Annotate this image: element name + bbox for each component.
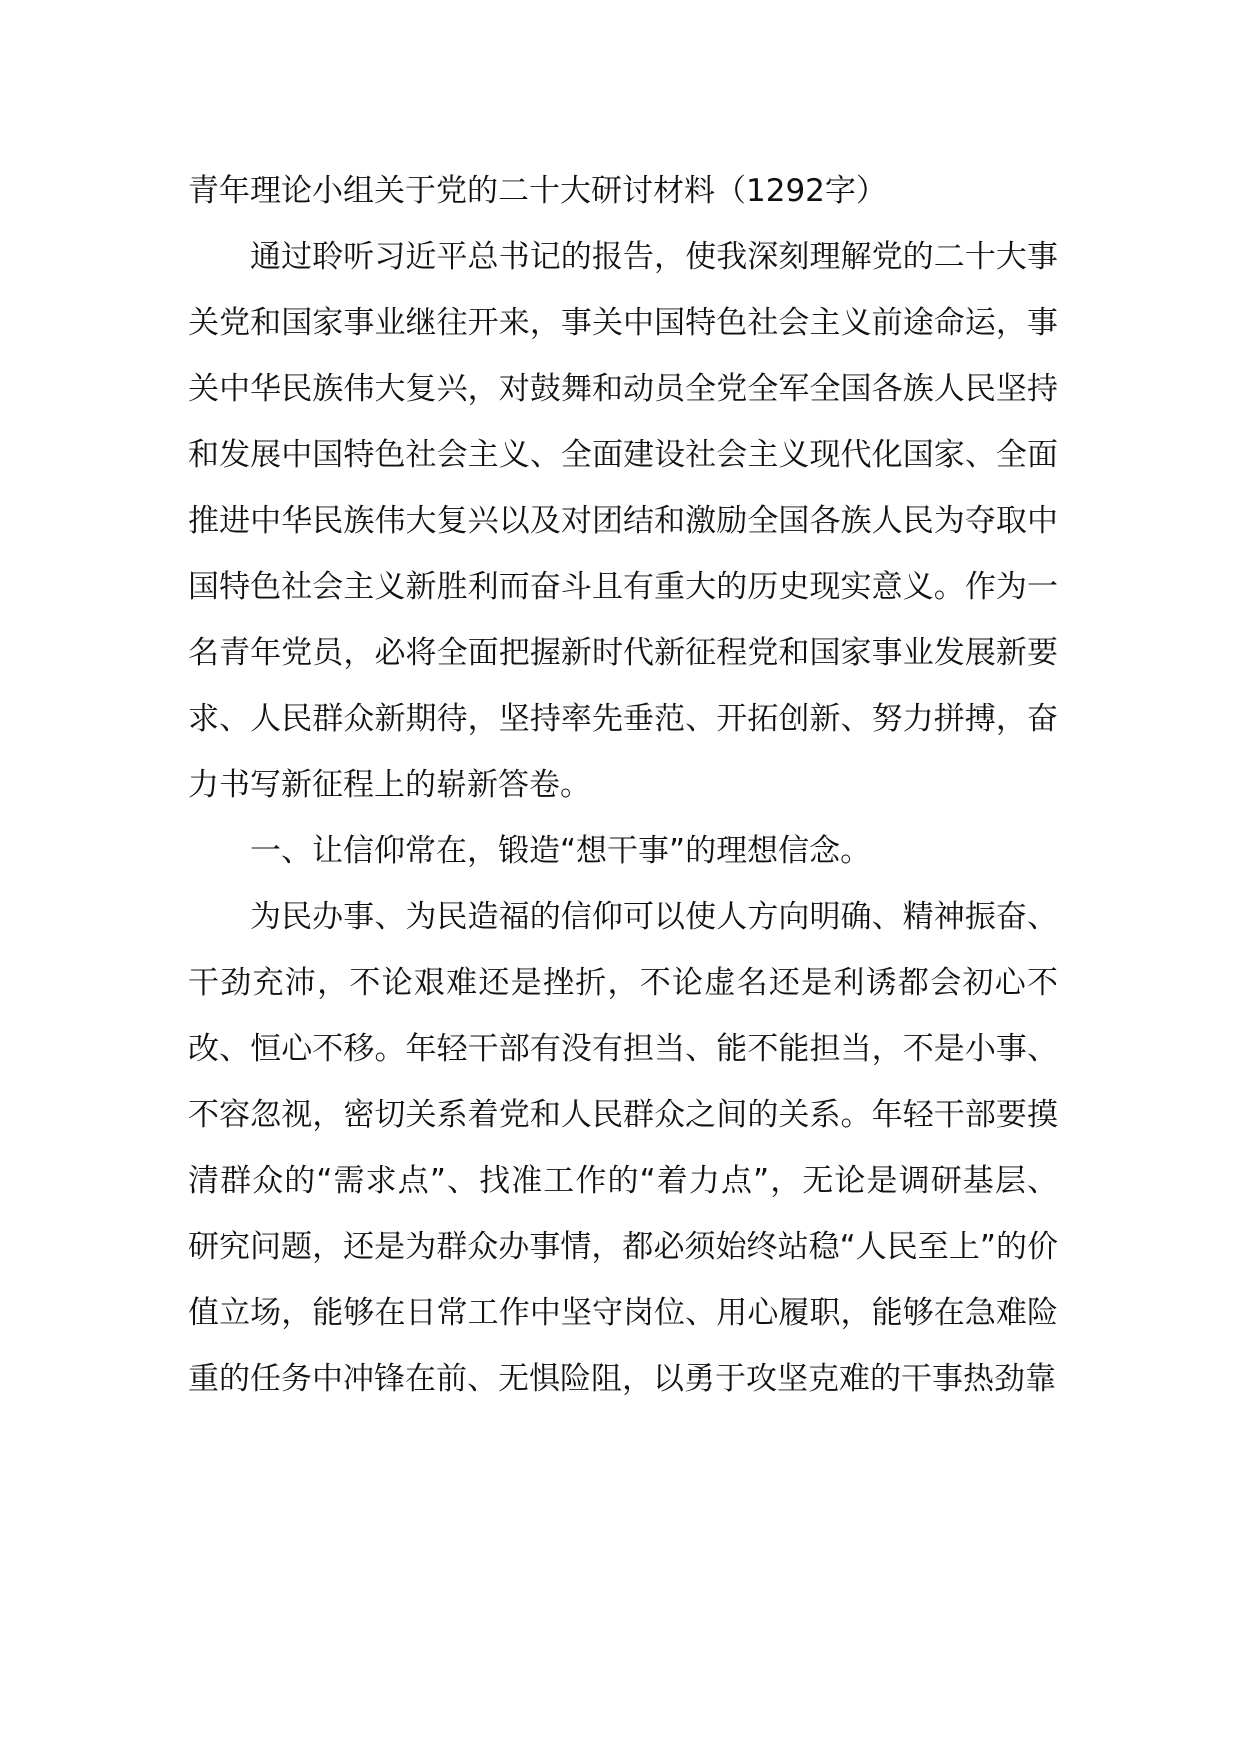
- section-heading-1: 一、让信仰常在，锻造“想干事”的理想信念。: [250, 833, 872, 869]
- paragraph-intro: 通过聆听习近平总书记的报告，使我深刻理解党的二十大事关党和国家事业继往开来，事关中国特色社会主义前途命运，事关中华民族伟大复兴，对鼓舞和动员全党全军全国各族人民坚持和发展中国特色社会主义、全面建设社会主义现代化国家、全面推进中华民族伟大复兴以及对团结和激励全国各族人民为夺取中国特色社会主义新胜利而奋斗且有重大的历史现实意义。作为一名青年党员，必将全面把握新时代新征程党和国家事业发展新要求、人民群众新期待，坚持率先垂范、开拓创新、努力拼搏，奋力书写新征程上的崭新答卷。: [188, 239, 1058, 803]
- document-body: [188, 158, 1058, 1412]
- document-title: 青年理论小组关于党的二十大研讨材料（1292字）: [188, 173, 887, 209]
- paragraph-section-1: 为民办事、为民造福的信仰可以使人方向明确、精神振奋、干劲充沛，不论艰难还是挫折，不论虚名还是利诱都会初心不改、恒心不移。年轻干部有没有担当、能不能担当，不是小事、不容忽视，密切关系着党和人民群众之间的关系。年轻干部要摸清群众的“需求点”、找准工作的“着力点”，无论是调研基层、研究问题，还是为群众办事情，都必须始终站稳“人民至上”的价值立场，能够在日常工作中坚守岗位、用心履职，能够在急难险重的任务中冲锋在前、无惧险阻，以勇于攻坚克难的干事热劲靠: [188, 899, 1058, 1397]
